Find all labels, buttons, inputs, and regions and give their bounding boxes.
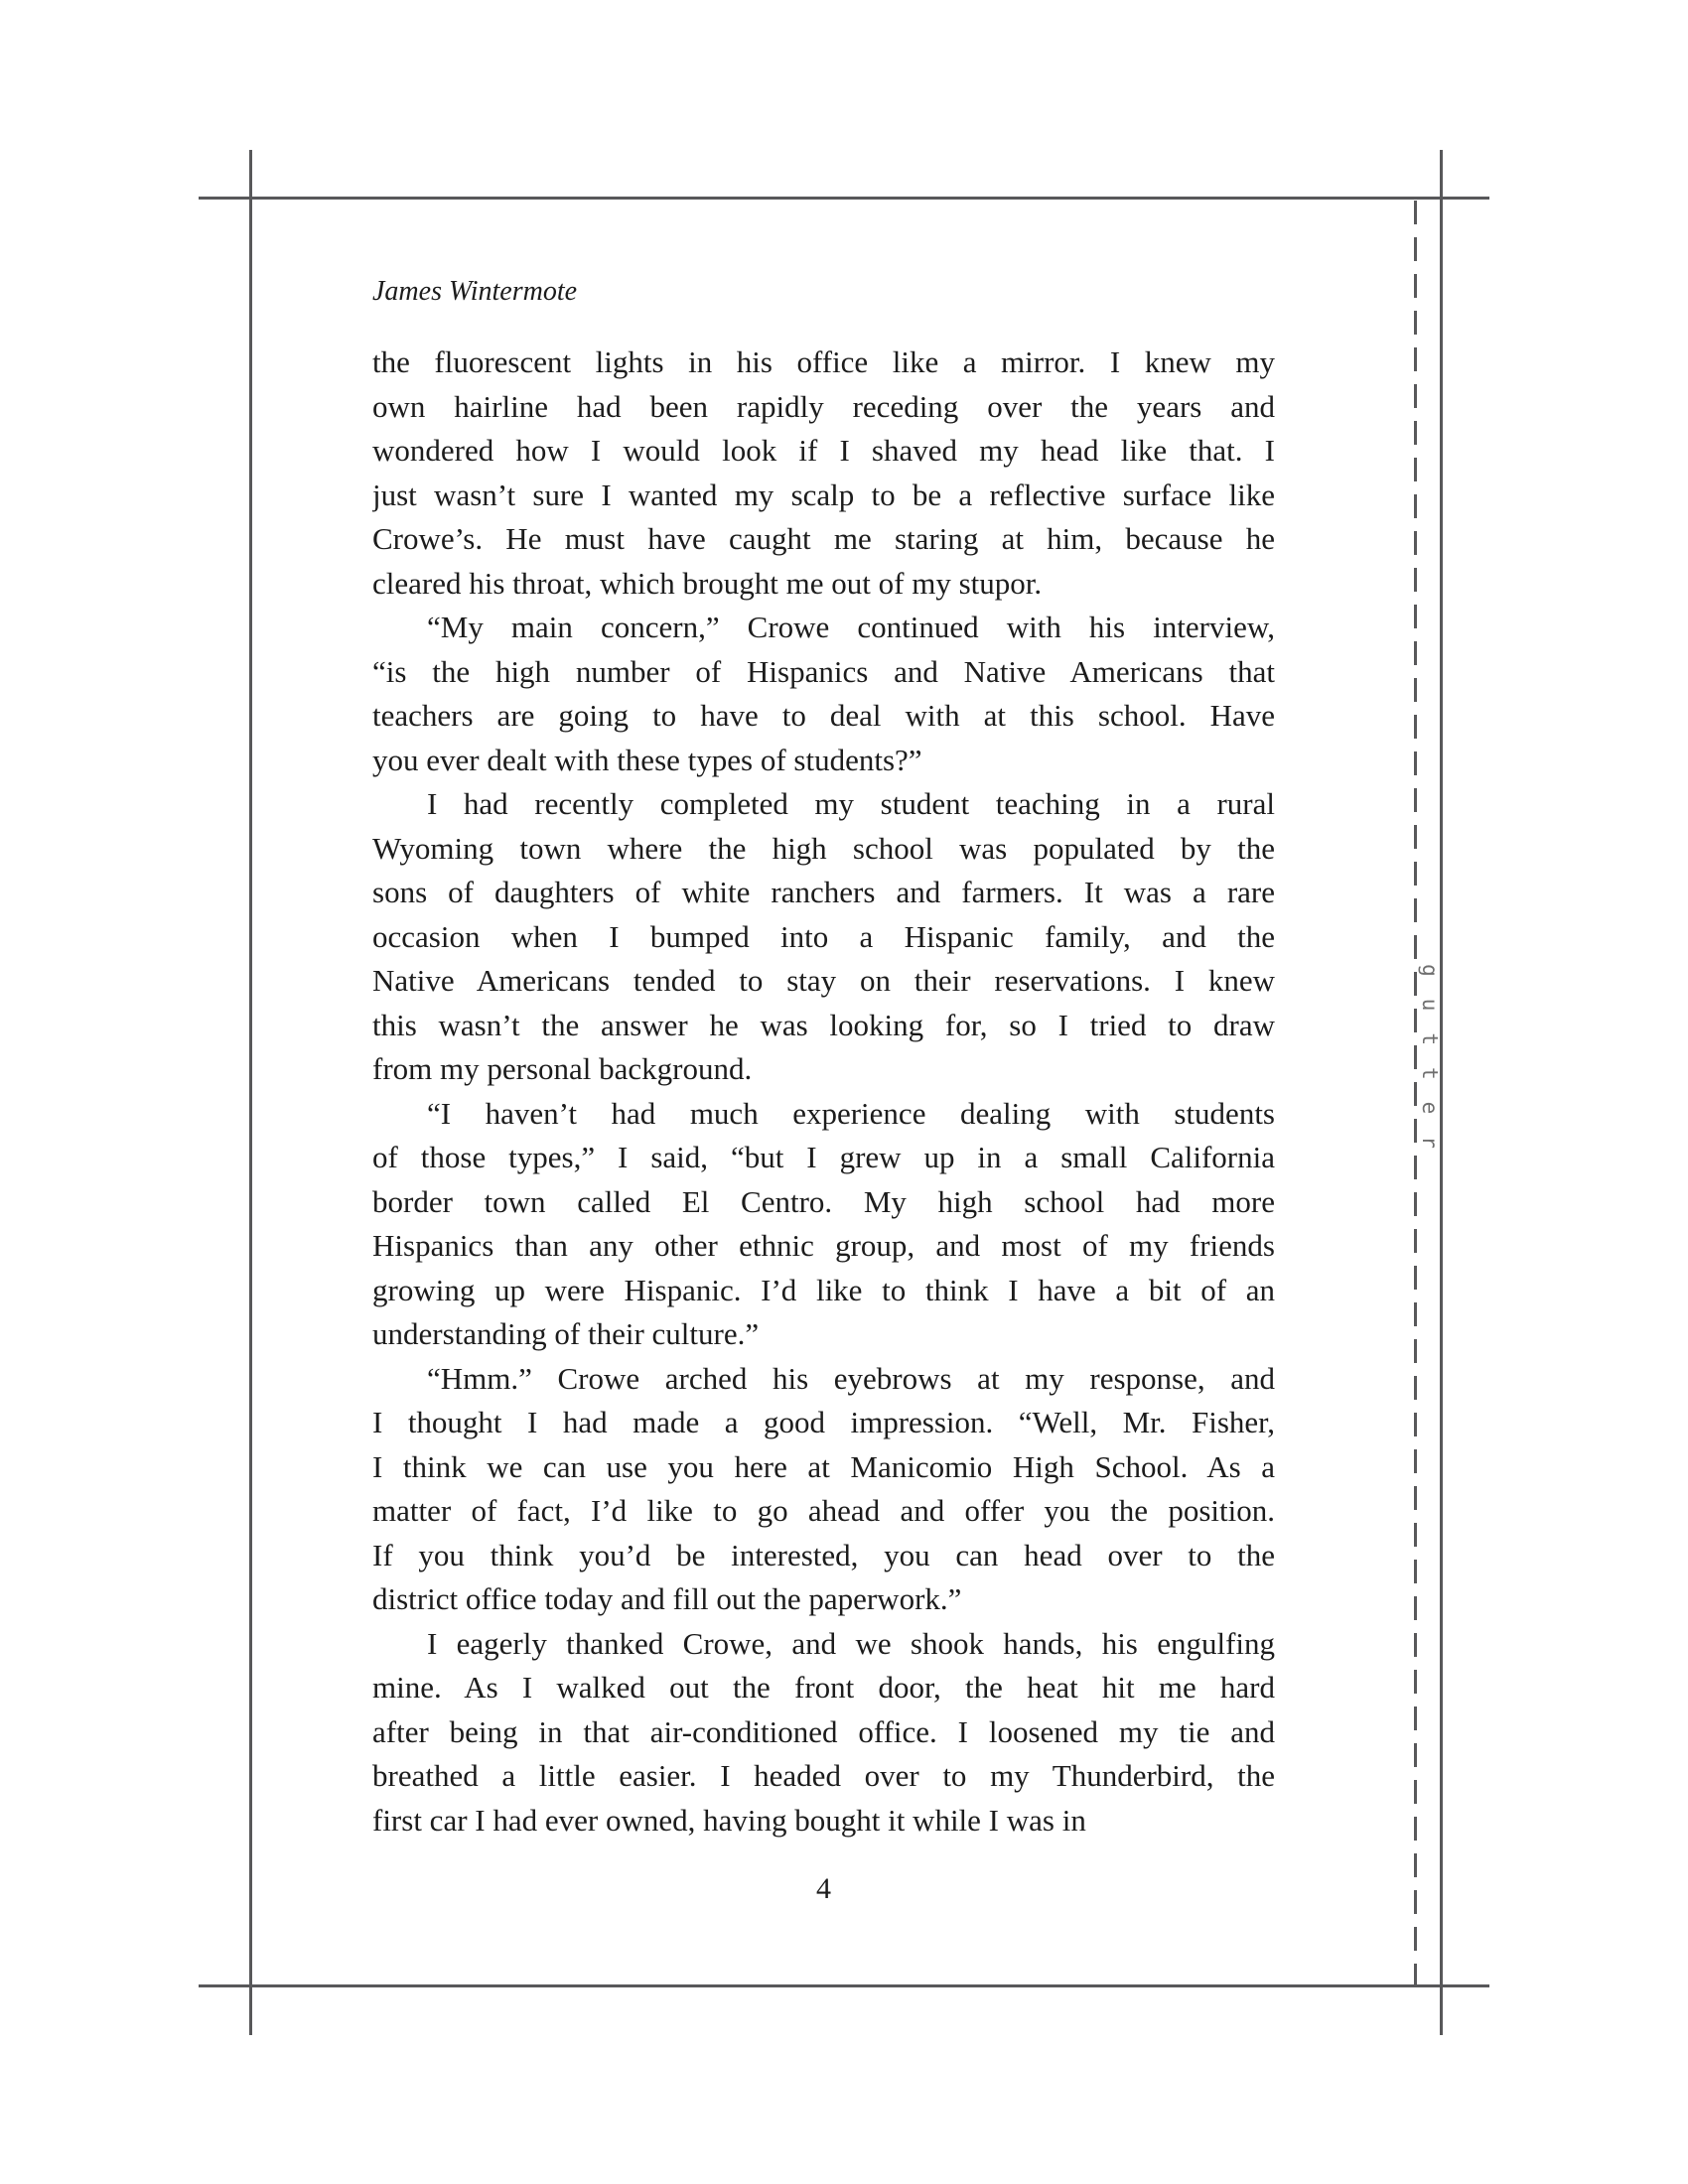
running-header-author: James Wintermote [372,276,578,307]
text-line: district office today and fill out the paperwork.” [372,1581,962,1616]
text-line: just wasn’t sure I wanted my scalp to be a reflective surface like [372,477,1275,512]
text-line: I had recently completed my student teaching in a rural [427,786,1275,821]
text-line: I eagerly thanked Crowe, and we shook hands, his engulfing [427,1625,1275,1661]
text-line: Native Americans tended to stay on their reservations. I knew [372,963,1275,998]
paragraph [372,1092,1275,1357]
text-line: Wyoming town where the high school was populated by the [372,830,1275,866]
gutter-dashed-line [1414,201,1417,1984]
text-line: Crowe’s. He must have caught me staring at him, because he [372,521,1275,556]
text-line: from my personal background. [372,1051,753,1086]
text-line: teachers are going to have to deal with at this school. Have [372,698,1275,733]
text-line: breathed a little easier. I headed over to my Thunderbird, the [372,1758,1275,1793]
paragraph [372,341,1275,606]
text-line: “is the high number of Hispanics and Native Americans that [372,653,1275,689]
text-line: I thought I had made a good impression. “Well, Mr. Fisher, [372,1405,1275,1439]
text-line: occasion when I bumped into a Hispanic family, and the [372,918,1275,954]
text-line: after being in that air-conditioned office. I loosened my tie and [372,1713,1275,1749]
trim-line-top [199,197,1489,200]
trim-line-bottom [199,1984,1489,1987]
text-line: growing up were Hispanic. I’d like to think I have a bit of an [372,1272,1275,1307]
text-block [372,341,1275,1843]
text-line: the fluorescent lights in his office like a mirror. I knew my [372,344,1275,379]
text-line: “I haven’t had much experience dealing with students [427,1095,1275,1131]
text-line: understanding of their culture.” [372,1316,760,1351]
text-line: If you think you’d be interested, you can head over to the [372,1537,1275,1572]
text-line: of those types,” I said, “but I grew up in a small California [372,1140,1275,1174]
text-line: you ever dealt with these types of students?” [372,742,922,777]
text-line: Hispanics than any other ethnic group, and most of my friends [372,1228,1275,1263]
text-line: “My main concern,” Crowe continued with his interview, [427,610,1275,644]
text-line: matter of fact, I’d like to go ahead and offer you the position. [372,1493,1275,1528]
text-line: mine. As I walked out the front door, the heat hit me hard [372,1670,1275,1705]
gutter-label: gutter [1418,964,1442,1170]
paragraph [372,1622,1275,1843]
text-line: own hairline had been rapidly receding over the years and [372,388,1275,424]
text-line: wondered how I would look if I shaved my head like that. I [372,433,1275,468]
text-line: border town called El Centro. My high school had more [372,1183,1275,1219]
paragraph [372,782,1275,1092]
text-line: this wasn’t the answer he was looking for, so I tried to draw [372,1007,1275,1042]
text-line: “Hmm.” Crowe arched his eyebrows at my response, and [427,1360,1275,1396]
text-line: cleared his throat, which brought me out of my stupor. [372,565,1043,601]
trim-line-left [249,150,252,2035]
paragraph [372,606,1275,782]
paragraph [372,1357,1275,1622]
page-number: 4 [816,1872,831,1905]
text-line: I think we can use you here at Manicomio High School. As a [372,1448,1275,1484]
text-line: sons of daughters of white ranchers and farmers. It was a rare [372,875,1275,909]
text-line: first car I had ever owned, having bought it while I was in [372,1802,1086,1838]
